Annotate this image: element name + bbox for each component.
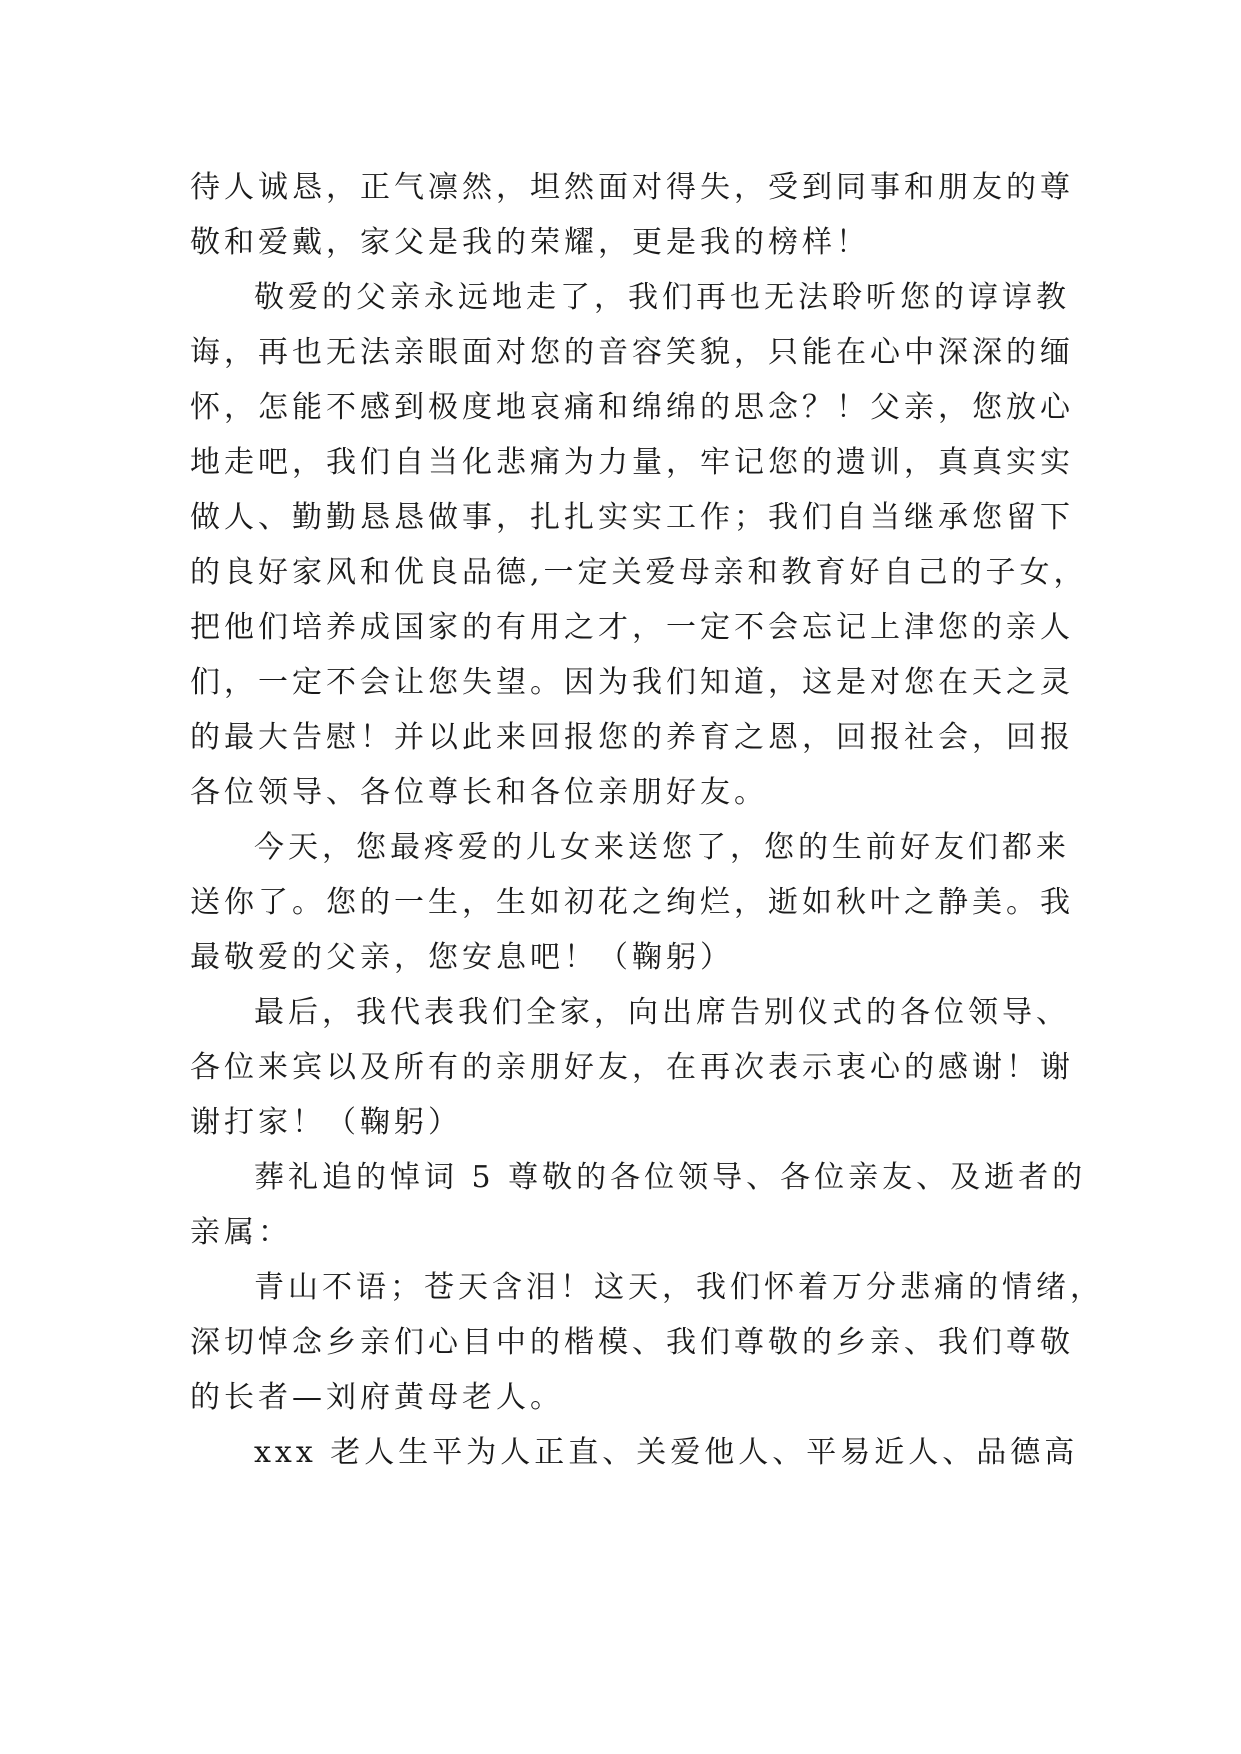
document-body [190, 160, 1104, 1480]
text-line: 最后，我代表我们全家，向出席告别仪式的各位领导、 [254, 995, 1070, 1030]
text-line: 的最大告慰！并以此来回报您的养育之恩，回报社会，回报 [190, 720, 1074, 755]
text-line: 敬和爱戴，家父是我的荣耀，更是我的榜样！ [190, 225, 870, 260]
text-line: 深切悼念乡亲们心目中的楷模、我们尊敬的乡亲、我们尊敬 [190, 1325, 1074, 1360]
text-line: 怀，怎能不感到极度地哀痛和绵绵的思念？！父亲，您放心 [190, 390, 1074, 425]
text-line: 各位领导、各位尊长和各位亲朋好友。 [190, 775, 768, 810]
text-line: 的长者—刘府黄母老人。 [190, 1380, 564, 1415]
text-line: 葬礼追的悼词 5 尊敬的各位领导、各位亲友、及逝者的 [254, 1160, 1087, 1195]
text-line: 谢打家！（鞠躬） [190, 1105, 462, 1140]
text-line: 今天，您最疼爱的儿女来送您了，您的生前好友们都来 [254, 830, 1070, 865]
text-line: 亲属： [190, 1215, 292, 1250]
text-line: 青山不语；苍天含泪！这天，我们怀着万分悲痛的情绪， [254, 1270, 1104, 1305]
text-line: 送你了。您的一生，生如初花之绚烂，逝如秋叶之静美。我 [190, 885, 1074, 920]
text-line: 各位来宾以及所有的亲朋好友，在再次表示衷心的感谢！谢 [190, 1050, 1074, 1085]
text-line: 敬爱的父亲永远地走了，我们再也无法聆听您的谆谆教 [254, 280, 1070, 315]
text-line: 们，一定不会让您失望。因为我们知道，这是对您在天之灵 [190, 665, 1074, 700]
text-line: 把他们培养成国家的有用之才，一定不会忘记上津您的亲人 [190, 610, 1074, 645]
text-line: xxx 老人生平为人正直、关爱他人、平易近人、品德高 [254, 1435, 1079, 1470]
text-line: 地走吧，我们自当化悲痛为力量，牢记您的遗训，真真实实 [190, 445, 1074, 480]
text-line: 待人诚恳，正气凛然，坦然面对得失，受到同事和朋友的尊 [190, 170, 1074, 205]
text-line: 诲，再也无法亲眼面对您的音容笑貌，只能在心中深深的缅 [190, 335, 1074, 370]
text-line: 的良好家风和优良品德,一定关爱母亲和教育好自己的子女， [190, 555, 1088, 590]
text-line: 最敬爱的父亲，您安息吧！（鞠躬） [190, 940, 734, 975]
text-line: 做人、勤勤恳恳做事，扎扎实实工作；我们自当继承您留下 [190, 500, 1074, 535]
